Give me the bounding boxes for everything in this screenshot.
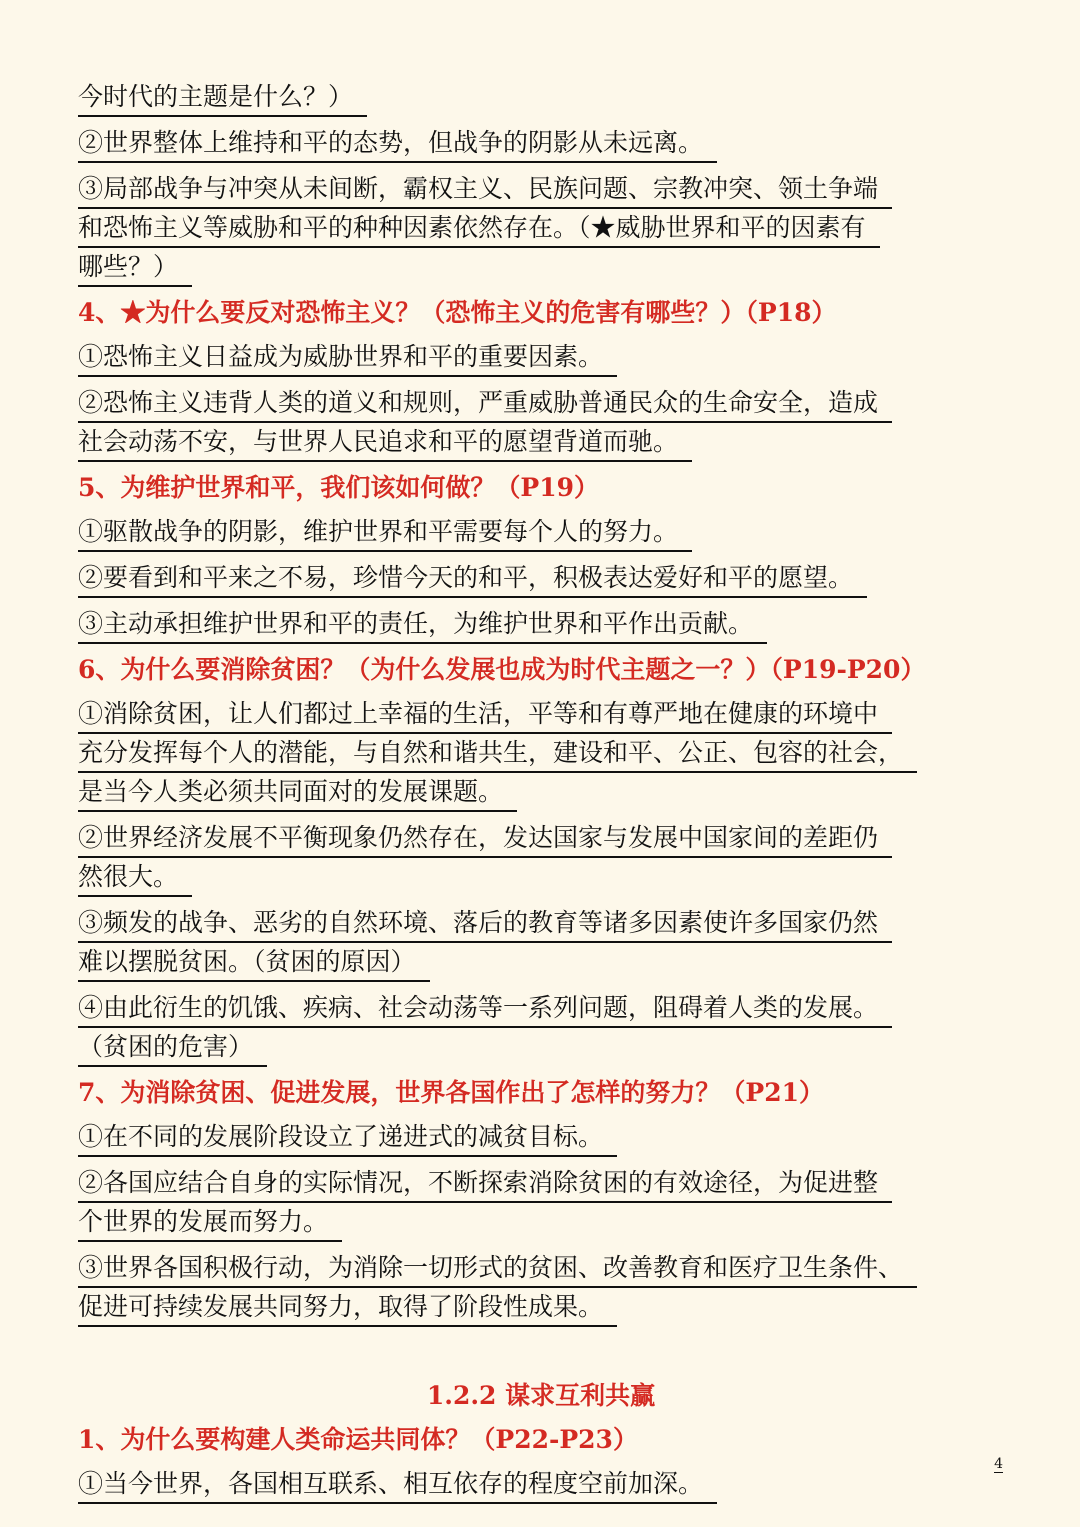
answer-paragraph — [78, 1249, 1004, 1327]
question-heading: 1、为什么要构建人类命运共同体？（P22-P23） — [78, 1425, 638, 1454]
answer-paragraph — [78, 78, 1004, 117]
underlined-text-line: 难以摆脱贫困。（贫困的原因） — [78, 943, 430, 982]
underlined-text-line: 个世界的发展而努力。 — [78, 1203, 342, 1242]
underlined-text-line: ①在不同的发展阶段设立了递进式的减贫目标。 — [78, 1118, 617, 1157]
answer-paragraph — [78, 695, 1004, 812]
underlined-text-line: ②要看到和平来之不易，珍惜今天的和平，积极表达爱好和平的愿望。 — [78, 559, 867, 598]
underlined-text-line: ③局部战争与冲突从未间断，霸权主义、民族问题、宗教冲突、领土争端 — [78, 170, 892, 209]
underlined-text-line: ①消除贫困，让人们都过上幸福的生活，平等和有尊严地在健康的环境中 — [78, 695, 892, 734]
answer-paragraph — [78, 559, 1004, 598]
answer-paragraph — [78, 1465, 1004, 1504]
question-heading: 4、★为什么要反对恐怖主义？（恐怖主义的危害有哪些？）（P18） — [78, 298, 837, 327]
answer-paragraph — [78, 384, 1004, 462]
page-number: 4 — [994, 1456, 1003, 1472]
underlined-text-line: （贫困的危害） — [78, 1028, 267, 1067]
underlined-text-line: ①驱散战争的阴影，维护世界和平需要每个人的努力。 — [78, 513, 692, 552]
document-page — [78, 78, 1004, 1504]
question-heading: 7、为消除贫困、促进发展，世界各国作出了怎样的努力？（P21） — [78, 1078, 824, 1107]
answer-paragraph — [78, 605, 1004, 644]
question-heading: 6、为什么要消除贫困？（为什么发展也成为时代主题之一？）（P19-P20） — [78, 655, 926, 684]
underlined-text-line: ③频发的战争、恶劣的自然环境、落后的教育等诸多因素使许多国家仍然 — [78, 904, 892, 943]
underlined-text-line: 今时代的主题是什么？） — [78, 78, 367, 117]
underlined-text-line: 社会动荡不安，与世界人民追求和平的愿望背道而驰。 — [78, 423, 692, 462]
answer-paragraph — [78, 819, 1004, 897]
answer-paragraph — [78, 1164, 1004, 1242]
question-heading: 5、为维护世界和平，我们该如何做？（P19） — [78, 473, 599, 502]
underlined-text-line: ②世界经济发展不平衡现象仍然存在，发达国家与发展中国家间的差距仍 — [78, 819, 892, 858]
underlined-text-line: ③主动承担维护世界和平的责任，为维护世界和平作出贡献。 — [78, 605, 767, 644]
answer-paragraph — [78, 124, 1004, 163]
underlined-text-line: ①恐怖主义日益成为威胁世界和平的重要因素。 — [78, 338, 617, 377]
underlined-text-line: ②各国应结合自身的实际情况，不断探索消除贫困的有效途径，为促进整 — [78, 1164, 892, 1203]
answer-paragraph — [78, 989, 1004, 1067]
underlined-text-line: 和恐怖主义等威胁和平的种种因素依然存在。（★威胁世界和平的因素有 — [78, 209, 880, 248]
underlined-text-line: ④由此衍生的饥饿、疾病、社会动荡等一系列问题，阻碍着人类的发展。 — [78, 989, 892, 1028]
answer-paragraph — [78, 1118, 1004, 1157]
underlined-text-line: ②恐怖主义违背人类的道义和规则，严重威胁普通民众的生命安全，造成 — [78, 384, 892, 423]
underlined-text-line: 充分发挥每个人的潜能，与自然和谐共生，建设和平、公正、包容的社会， — [78, 734, 917, 773]
underlined-text-line: ③世界各国积极行动，为消除一切形式的贫困、改善教育和医疗卫生条件、 — [78, 1249, 917, 1288]
answer-paragraph — [78, 170, 1004, 287]
underlined-text-line: ①当今世界，各国相互联系、相互依存的程度空前加深。 — [78, 1465, 717, 1504]
underlined-text-line: 然很大。 — [78, 858, 192, 897]
underlined-text-line: 哪些？） — [78, 248, 192, 287]
underlined-text-line: 促进可持续发展共同努力，取得了阶段性成果。 — [78, 1288, 617, 1327]
answer-paragraph — [78, 904, 1004, 982]
answer-paragraph — [78, 513, 1004, 552]
underlined-text-line: 是当今人类必须共同面对的发展课题。 — [78, 773, 517, 812]
section-title: 1.2.2 谋求互利共赢 — [426, 1381, 656, 1410]
answer-paragraph — [78, 338, 1004, 377]
underlined-text-line: ②世界整体上维持和平的态势，但战争的阴影从未远离。 — [78, 124, 717, 163]
